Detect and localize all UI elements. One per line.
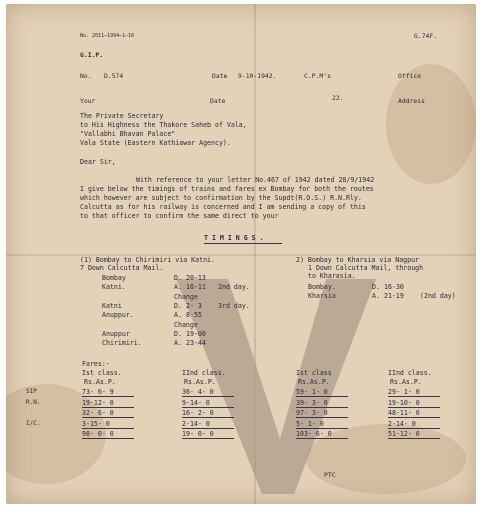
fare-column-header: Ist class: [296, 369, 332, 377]
timing-note: Change: [174, 292, 198, 301]
fare-rule: [388, 396, 440, 397]
fare-cell: 48-11- 0: [388, 409, 420, 417]
fare-cell: 98- 0- 0: [82, 430, 114, 438]
addressee-line: The Private Secretary: [80, 112, 164, 120]
arrival-departure-code: A.: [372, 292, 380, 301]
form-number: No. 2011–1994–1–16: [80, 33, 135, 39]
initials: PTC: [324, 471, 336, 479]
fare-rule: [388, 407, 440, 408]
body-line: Calcutta as for his railway is concerned and I am sending a copy of this: [80, 203, 366, 211]
route1-subheading: 7 Down Calcutta Mail.: [80, 264, 164, 272]
station-name: Katni.: [102, 283, 126, 292]
address-label: Address: [398, 97, 425, 105]
fare-row-label: I/C.: [26, 419, 41, 427]
arrival-departure-code: A.: [174, 311, 182, 320]
timing-note: 2nd day.: [218, 283, 250, 292]
route2-subheading: 1 Down Calcutta Mail, through: [308, 264, 424, 272]
arrival-departure-code: D.: [174, 274, 182, 282]
title-underline: [204, 243, 282, 244]
station-name: Chirimiri.: [102, 339, 142, 348]
route1-heading: (1) Bombay to Chirimiri via Katni.: [80, 256, 215, 264]
station-name: Anuppur: [102, 329, 130, 338]
fare-cell: 59- 1- 0: [296, 388, 328, 396]
station-name: Bombay.: [308, 283, 336, 291]
arrival-departure-code: D.: [372, 283, 380, 291]
body-line: I give below the timings of trains and fares ex Bombay for both the routes: [80, 185, 374, 193]
arrival-departure-code: A.: [174, 339, 182, 348]
timing-note: 3rd day.: [218, 301, 250, 310]
fare-rule: [82, 428, 134, 429]
fare-cell: 19-12- 0: [82, 398, 114, 407]
date-label: Date: [212, 72, 228, 80]
fare-column-header: IInd class.: [388, 369, 432, 377]
fare-rule: [182, 428, 234, 429]
railway-name: G.I.P.: [80, 51, 104, 59]
arrival-departure-code: D.: [174, 329, 182, 338]
fare-row-label: SIP: [26, 388, 37, 395]
fare-row-label: R.N.: [26, 398, 41, 406]
station-name: Anuppur.: [102, 311, 134, 320]
addressee-line: Vala State (Eastern Kathiawar Agency).: [80, 139, 231, 147]
letter-number: D.574: [104, 72, 124, 80]
arrival-departure-code: D.: [174, 301, 182, 310]
fares-label: Fares:-: [82, 360, 110, 368]
train-time: 16-11: [186, 283, 206, 292]
your-mark: 22.: [332, 94, 344, 102]
fare-column-unit: Rs.As.P.: [298, 378, 330, 386]
fare-cell: 5- 1- 0: [296, 419, 324, 428]
v-stamp-mark: [176, 279, 376, 494]
timing-note: (2nd day): [420, 292, 456, 301]
fare-cell: 73- 0- 9: [82, 388, 114, 396]
train-time: 8-55: [186, 311, 202, 320]
fare-column-unit: Rs.As.P.: [184, 378, 216, 386]
route2-subheading: to Kharasia.: [308, 272, 356, 280]
fare-rule: [296, 407, 348, 408]
fare-column-header: Ist class.: [82, 369, 122, 377]
fare-rule: [82, 438, 134, 439]
salutation: Dear Sir,: [80, 158, 116, 166]
fare-cell: 19- 0- 0: [182, 430, 214, 438]
fare-cell: 9-14- 0: [182, 398, 210, 407]
route2-heading: 2) Bombay to Kharsia via Nagpur: [296, 256, 420, 264]
fare-rule: [388, 428, 440, 429]
fare-rule: [82, 407, 134, 408]
fare-rule: [388, 417, 440, 418]
train-time: 20-13: [186, 274, 206, 282]
fare-cell: 19-10- 0: [388, 398, 420, 407]
addressee-line: "Vallabhi Bhavan Palace": [80, 130, 176, 138]
fare-rule: [296, 428, 348, 429]
train-time: 19-00: [186, 329, 206, 338]
no-label: No.: [80, 72, 92, 80]
fare-rule: [296, 438, 348, 439]
your-label: Your: [80, 97, 96, 105]
your-date-label: Date: [210, 97, 226, 105]
fare-rule: [182, 407, 234, 408]
letter-date: 9-10-1942.: [238, 72, 277, 80]
fare-rule: [182, 417, 234, 418]
paper-stain: [386, 64, 476, 184]
train-time: 2- 3: [186, 301, 202, 310]
body-line: to that officer to confirm the same direct to your: [80, 212, 279, 220]
train-time: 16-30: [384, 283, 404, 291]
body-line: which however are subject to confirmation by the Supdt(R.O.S.) R.N.Rly.: [80, 194, 362, 202]
fare-rule: [388, 438, 440, 439]
fare-rule: [296, 417, 348, 418]
fare-cell: 32- 6- 0: [82, 409, 114, 417]
fare-cell: 2-14- 0: [388, 419, 416, 428]
form-code: G.74F.: [414, 32, 438, 40]
fare-cell: 51-12- 0: [388, 430, 420, 438]
letter-sheet: [6, 4, 476, 504]
station-name: Katni: [102, 301, 122, 310]
addressee-line: to His Highness the Thakore Saheb of Vala,: [80, 121, 247, 129]
station-name: Bombay: [102, 274, 126, 282]
station-name: Kharsia: [308, 292, 336, 301]
fare-cell: 103- 6- 0: [296, 430, 332, 438]
train-time: 23-44: [186, 339, 206, 348]
arrival-departure-code: A.: [174, 283, 182, 292]
fare-cell: 16- 2- 0: [182, 409, 214, 417]
fare-rule: [82, 396, 134, 397]
timing-note: Change: [174, 320, 198, 329]
fare-cell: 36- 4- 0: [182, 388, 214, 396]
fare-cell: 39- 3- 0: [296, 398, 328, 407]
office-label: Office: [398, 72, 422, 80]
body-line: With reference to your letter No.467 of 1942 dated 28/9/1942: [136, 176, 375, 184]
fare-column-unit: Rs.As.P.: [390, 378, 422, 386]
fare-column-unit: Rs.As.P.: [84, 378, 116, 386]
fare-rule: [296, 396, 348, 397]
train-time: 21-19: [384, 292, 404, 301]
timings-title: T I M I N G S .: [204, 234, 264, 242]
fare-rule: [182, 438, 234, 439]
fare-cell: 97- 3- 0: [296, 409, 328, 417]
fare-cell: 3-15- 0: [82, 419, 110, 428]
fare-cell: 2-14- 0: [182, 419, 210, 428]
fare-rule: [82, 417, 134, 418]
fare-rule: [182, 396, 234, 397]
fare-column-header: IInd class.: [182, 369, 226, 377]
fare-cell: 29- 1- 0: [388, 388, 420, 396]
office-value: C.P.M's: [304, 72, 331, 80]
